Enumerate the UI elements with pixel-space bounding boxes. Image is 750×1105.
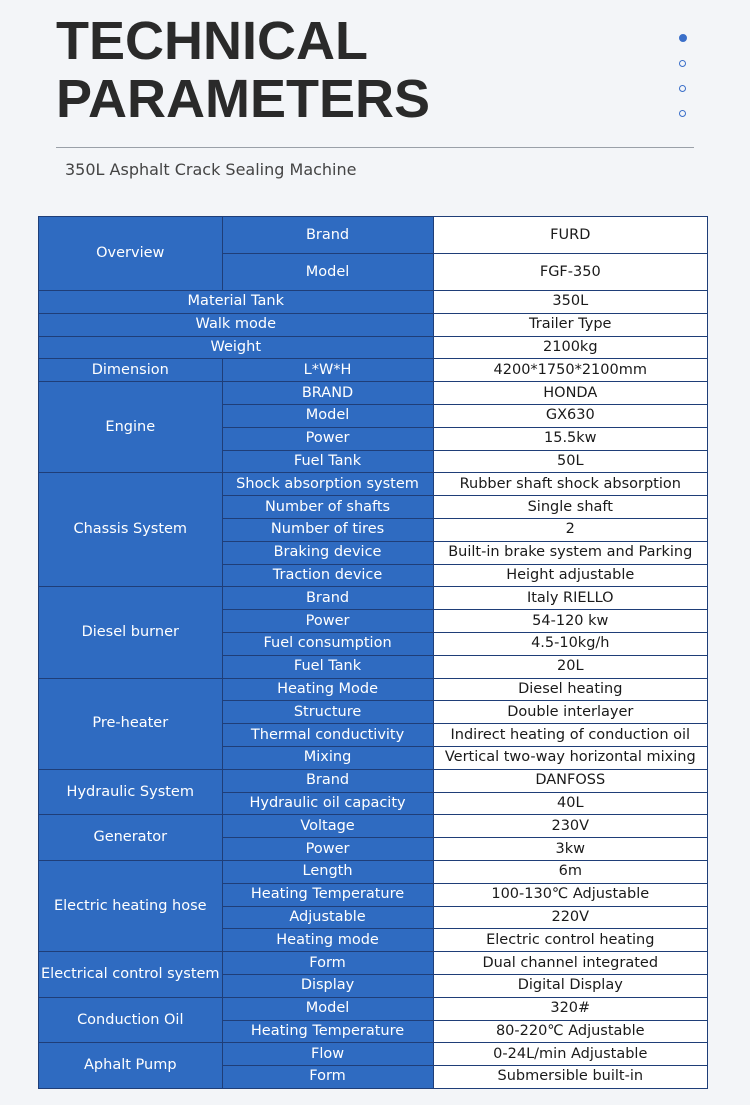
value-cell: 220V <box>433 906 707 929</box>
value-cell: 2 <box>433 518 707 541</box>
parameter-cell: Voltage <box>222 815 433 838</box>
pagination-dot-3[interactable] <box>679 85 686 92</box>
page-title <box>56 12 430 128</box>
pagination-dot-4[interactable] <box>679 110 686 117</box>
value-cell: 40L <box>433 792 707 815</box>
table-row <box>39 587 708 610</box>
parameter-cell: Brand <box>222 769 433 792</box>
parameter-cell: Traction device <box>222 564 433 587</box>
table-row <box>39 359 708 382</box>
table-row <box>39 291 708 314</box>
parameter-cell: Form <box>222 952 433 975</box>
value-cell: Diesel heating <box>433 678 707 701</box>
value-cell: Double interlayer <box>433 701 707 724</box>
parameter-cell: Shock absorption system <box>222 473 433 496</box>
parameter-cell: Number of tires <box>222 518 433 541</box>
parameter-cell: Heating mode <box>222 929 433 952</box>
parameter-cell: Brand <box>222 587 433 610</box>
category-cell: Overview <box>39 217 223 291</box>
parameter-cell: Length <box>222 860 433 883</box>
table-row <box>39 217 708 254</box>
value-cell: Vertical two-way horizontal mixing <box>433 746 707 769</box>
category-cell: Hydraulic System <box>39 769 223 815</box>
title-line-2: PARAMETERS <box>56 69 431 129</box>
category-cell: Diesel burner <box>39 587 223 678</box>
value-cell: 54-120 kw <box>433 610 707 633</box>
parameter-cell: Adjustable <box>222 906 433 929</box>
parameter-cell: Fuel Tank <box>222 450 433 473</box>
parameter-cell: Heating Mode <box>222 678 433 701</box>
parameter-cell: Form <box>222 1066 433 1089</box>
parameter-cell: Power <box>222 427 433 450</box>
parameter-cell: Power <box>222 838 433 861</box>
value-cell: Height adjustable <box>433 564 707 587</box>
category-cell: Electric heating hose <box>39 860 223 951</box>
value-cell: FURD <box>433 217 707 254</box>
value-cell: GX630 <box>433 404 707 427</box>
parameter-cell: Structure <box>222 701 433 724</box>
parameter-cell: Hydraulic oil capacity <box>222 792 433 815</box>
value-cell: 80-220℃ Adjustable <box>433 1020 707 1043</box>
value-cell: 2100kg <box>433 336 707 359</box>
table-row <box>39 769 708 792</box>
value-cell: 320# <box>433 997 707 1020</box>
table-row <box>39 860 708 883</box>
category-cell: Pre-heater <box>39 678 223 769</box>
table-row <box>39 336 708 359</box>
category-cell: Engine <box>39 382 223 473</box>
category-cell: Conduction Oil <box>39 997 223 1043</box>
spec-table <box>38 216 708 1089</box>
parameter-cell: Heating Temperature <box>222 1020 433 1043</box>
parameter-cell: Display <box>222 974 433 997</box>
value-cell: Electric control heating <box>433 929 707 952</box>
value-cell: Single shaft <box>433 496 707 519</box>
value-cell: 0-24L/min Adjustable <box>433 1043 707 1066</box>
category-cell: Generator <box>39 815 223 861</box>
table-row <box>39 952 708 975</box>
value-cell: 230V <box>433 815 707 838</box>
parameter-cell: Mixing <box>222 746 433 769</box>
parameter-cell: Number of shafts <box>222 496 433 519</box>
parameter-cell: Heating Temperature <box>222 883 433 906</box>
table-row <box>39 678 708 701</box>
value-cell: 50L <box>433 450 707 473</box>
value-cell: Italy RIELLO <box>433 587 707 610</box>
parameter-cell: BRAND <box>222 382 433 405</box>
parameter-cell: Power <box>222 610 433 633</box>
value-cell: Rubber shaft shock absorption <box>433 473 707 496</box>
parameter-cell: Brand <box>222 217 433 254</box>
category-cell: Dimension <box>39 359 223 382</box>
parameter-cell: Model <box>222 254 433 291</box>
value-cell: Digital Display <box>433 974 707 997</box>
category-cell: Electrical control system <box>39 952 223 998</box>
parameter-cell: Material Tank <box>39 291 434 314</box>
value-cell: 4.5-10kg/h <box>433 632 707 655</box>
value-cell: 100-130℃ Adjustable <box>433 883 707 906</box>
value-cell: FGF-350 <box>433 254 707 291</box>
category-cell: Aphalt Pump <box>39 1043 223 1089</box>
parameter-cell: Model <box>222 404 433 427</box>
value-cell: Submersible built-in <box>433 1066 707 1089</box>
table-row <box>39 382 708 405</box>
value-cell: 350L <box>433 291 707 314</box>
value-cell: 15.5kw <box>433 427 707 450</box>
value-cell: 20L <box>433 655 707 678</box>
value-cell: 6m <box>433 860 707 883</box>
value-cell: DANFOSS <box>433 769 707 792</box>
parameter-cell: Fuel consumption <box>222 632 433 655</box>
value-cell: HONDA <box>433 382 707 405</box>
table-row <box>39 1043 708 1066</box>
parameter-cell: Walk mode <box>39 313 434 336</box>
pagination-dot-2[interactable] <box>679 60 686 67</box>
value-cell: 3kw <box>433 838 707 861</box>
table-row <box>39 997 708 1020</box>
value-cell: Built-in brake system and Parking <box>433 541 707 564</box>
table-row <box>39 815 708 838</box>
category-cell: Chassis System <box>39 473 223 587</box>
table-row <box>39 473 708 496</box>
parameter-cell: Fuel Tank <box>222 655 433 678</box>
parameter-cell: Thermal conductivity <box>222 724 433 747</box>
title-line-1: TECHNICAL <box>56 11 368 71</box>
table-row <box>39 313 708 336</box>
parameter-cell: Weight <box>39 336 434 359</box>
value-cell: Trailer Type <box>433 313 707 336</box>
value-cell: Indirect heating of conduction oil <box>433 724 707 747</box>
pagination-dots <box>679 34 687 135</box>
value-cell: 4200*1750*2100mm <box>433 359 707 382</box>
parameter-cell: Model <box>222 997 433 1020</box>
pagination-dot-1[interactable] <box>679 34 687 42</box>
parameter-cell: Braking device <box>222 541 433 564</box>
page-subtitle: 350L Asphalt Crack Sealing Machine <box>65 160 357 179</box>
parameter-cell: L*W*H <box>222 359 433 382</box>
parameter-cell: Flow <box>222 1043 433 1066</box>
divider <box>56 147 694 148</box>
value-cell: Dual channel integrated <box>433 952 707 975</box>
